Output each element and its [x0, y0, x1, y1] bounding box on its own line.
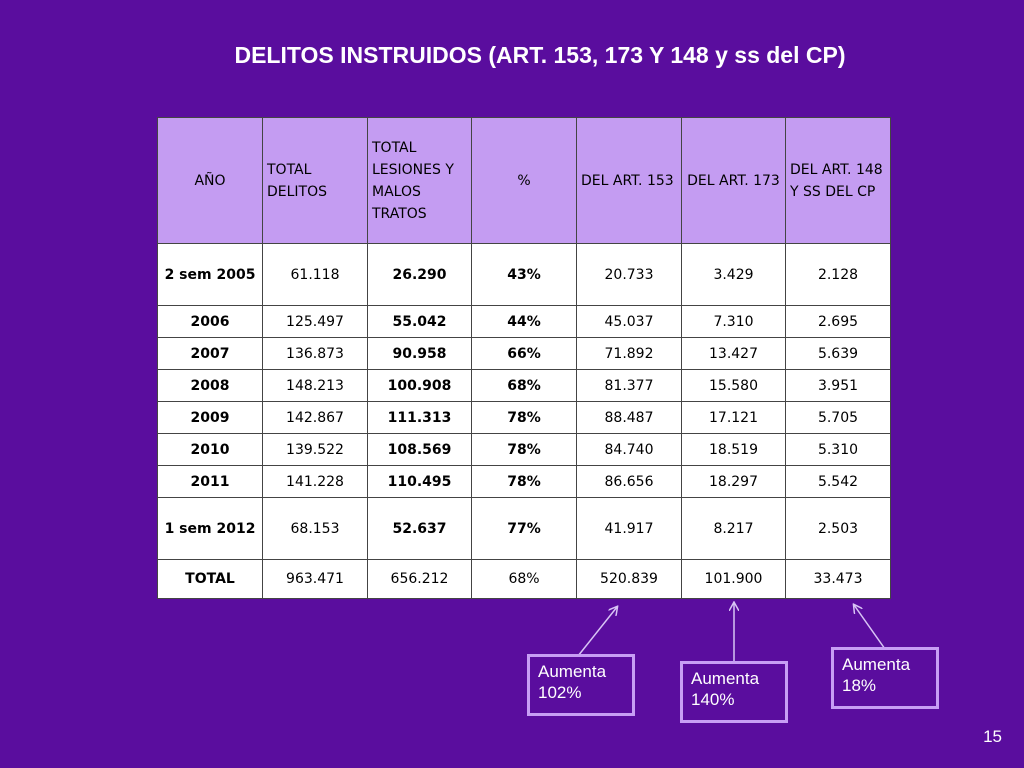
row-value-cell: 86.656	[577, 466, 682, 498]
row-value-cell: 44%	[472, 306, 577, 338]
header-art-173: DEL ART. 173	[682, 118, 786, 244]
callout-art-148	[831, 647, 939, 709]
row-year-cell: 2007	[158, 338, 263, 370]
row-value-cell: 2.128	[786, 244, 891, 306]
callout-label: Aumenta	[842, 655, 911, 674]
row-value-cell: 78%	[472, 434, 577, 466]
row-value-cell: 66%	[472, 338, 577, 370]
header-total-lesiones: TOTAL LESIONES Y MALOS TRATOS	[368, 118, 472, 244]
row-year-cell: 2006	[158, 306, 263, 338]
row-value-cell: 55.042	[368, 306, 472, 338]
row-value-cell: 45.037	[577, 306, 682, 338]
row-value-cell: 5.639	[786, 338, 891, 370]
row-value-cell: 3.951	[786, 370, 891, 402]
row-value-cell: 963.471	[263, 560, 368, 599]
header-year: AÑO	[158, 118, 263, 244]
callout-art-153	[527, 654, 635, 716]
row-year-cell: 1 sem 2012	[158, 498, 263, 560]
row-value-cell: 125.497	[263, 306, 368, 338]
row-value-cell: 68%	[472, 560, 577, 599]
row-value-cell: 110.495	[368, 466, 472, 498]
row-value-cell: 71.892	[577, 338, 682, 370]
row-value-cell: 148.213	[263, 370, 368, 402]
row-value-cell: 656.212	[368, 560, 472, 599]
row-value-cell: 5.705	[786, 402, 891, 434]
row-value-cell: 139.522	[263, 434, 368, 466]
row-value-cell: 18.519	[682, 434, 786, 466]
row-value-cell: 68%	[472, 370, 577, 402]
row-value-cell: 2.503	[786, 498, 891, 560]
row-year-cell: 2 sem 2005	[158, 244, 263, 306]
row-value-cell: 141.228	[263, 466, 368, 498]
callout-art-173	[680, 661, 788, 723]
row-value-cell: 13.427	[682, 338, 786, 370]
row-value-cell: 78%	[472, 466, 577, 498]
row-value-cell: 101.900	[682, 560, 786, 599]
row-value-cell: 84.740	[577, 434, 682, 466]
row-value-cell: 43%	[472, 244, 577, 306]
row-value-cell: 2.695	[786, 306, 891, 338]
header-total-delitos: TOTAL DELITOS	[263, 118, 368, 244]
row-value-cell: 3.429	[682, 244, 786, 306]
row-year-cell: TOTAL	[158, 560, 263, 599]
row-value-cell: 8.217	[682, 498, 786, 560]
row-value-cell: 88.487	[577, 402, 682, 434]
header-percent: %	[472, 118, 577, 244]
header-art-153: DEL ART. 153	[577, 118, 682, 244]
row-value-cell: 20.733	[577, 244, 682, 306]
row-value-cell: 5.310	[786, 434, 891, 466]
page-number: 15	[983, 727, 1002, 746]
row-value-cell: 52.637	[368, 498, 472, 560]
row-value-cell: 17.121	[682, 402, 786, 434]
callout-value: 140%	[691, 690, 735, 709]
row-value-cell: 81.377	[577, 370, 682, 402]
header-art-148: DEL ART. 148 Y SS DEL CP	[786, 118, 891, 244]
row-year-cell: 2008	[158, 370, 263, 402]
row-value-cell: 136.873	[263, 338, 368, 370]
row-value-cell: 520.839	[577, 560, 682, 599]
row-year-cell: 2010	[158, 434, 263, 466]
arrow-to-art-148	[854, 605, 885, 649]
row-value-cell: 26.290	[368, 244, 472, 306]
row-value-cell: 77%	[472, 498, 577, 560]
callout-value: 18%	[842, 676, 877, 695]
row-value-cell: 61.118	[263, 244, 368, 306]
callout-label: Aumenta	[691, 669, 760, 688]
row-value-cell: 78%	[472, 402, 577, 434]
callout-label: Aumenta	[538, 662, 607, 681]
row-value-cell: 68.153	[263, 498, 368, 560]
slide-title: DELITOS INSTRUIDOS (ART. 153, 173 Y 148 y ss del CP)	[234, 42, 846, 68]
row-value-cell: 108.569	[368, 434, 472, 466]
row-value-cell: 5.542	[786, 466, 891, 498]
row-value-cell: 41.917	[577, 498, 682, 560]
callout-value: 102%	[538, 683, 582, 702]
row-year-cell: 2009	[158, 402, 263, 434]
row-year-cell: 2011	[158, 466, 263, 498]
row-value-cell: 33.473	[786, 560, 891, 599]
row-value-cell: 111.313	[368, 402, 472, 434]
row-value-cell: 15.580	[682, 370, 786, 402]
row-value-cell: 18.297	[682, 466, 786, 498]
row-value-cell: 90.958	[368, 338, 472, 370]
arrow-to-art-153	[578, 607, 617, 656]
row-value-cell: 7.310	[682, 306, 786, 338]
row-value-cell: 142.867	[263, 402, 368, 434]
row-value-cell: 100.908	[368, 370, 472, 402]
